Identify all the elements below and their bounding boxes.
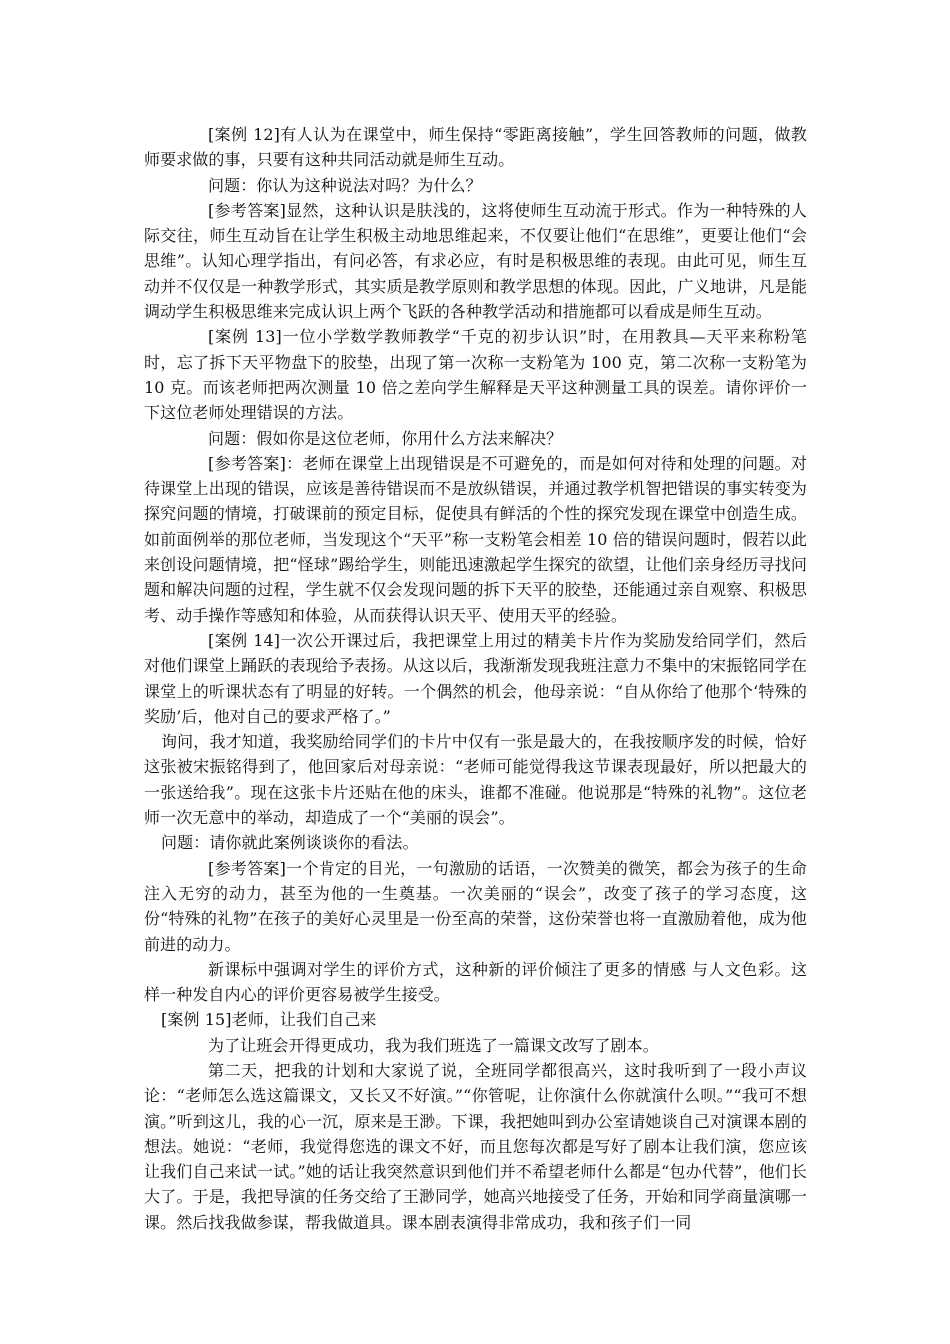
case-15-title: [案例 15]老师，让我们自己来 <box>161 1010 377 1030</box>
case-12-answer: [参考答案]显然，这种认识是肤浅的，这将使师生互动流于形式。作为一种特殊的人际交往，师生互动旨在让学生积极主动地思维起来，不仅要让他们“在思维”，更要让他们“会思维”。认知心理学指出，有问必答，有求必应，有时是积极思维的表现。由此可见，师生互动并不仅仅是一种教学形式，其实质是教学原则和教学思想的体现。因此，广义地讲，凡是能调动学生积极思维来完成认识上两个飞跃的各种教学活动和措施都可以看成是师生互动。 <box>144 200 807 322</box>
case-15-intro: 为了让班会开得更成功，我为我们班选了一篇课文改写了剧本。 <box>208 1035 659 1055</box>
case-14-paragraph: [案例 14]一次公开课过后，我把课堂上用过的精美卡片作为奖励发给同学们，然后对他们课堂上踊跃的表现给予表扬。从这以后，我渐渐发现我班注意力不集中的宋振铭同学在课堂上的听课状态有了明显的好转。一个偶然的机会，他母亲说：“自从你给了他那个‘特殊的奖励’后，他对自己的要求严格了。” <box>144 630 807 726</box>
case-13-paragraph: [案例 13]一位小学数学教师教学“千克的初步认识”时，在用教具—天平来称粉笔时，忘了拆下天平物盘下的胶垫，出现了第一次称一支粉笔为 100 克，第二次称一支粉笔为 10 克。而该老师把两次测量 10 倍之差向学生解释是天平这种测量工具的误差。请你评价一下这位老师处理错误的方法。 <box>144 327 807 423</box>
case-13-question: 问题：假如你是这位老师，你用什么方法来解决？ <box>208 428 563 448</box>
case-14-answer: [参考答案]一个肯定的目光，一句激励的话语，一次赞美的微笑，都会为孩子的生命注入无穷的动力，甚至为他的一生奠基。一次美丽的“误会”，改变了孩子的学习态度，这份“特殊的礼物”在孩子的美好心灵里是一份至高的荣誉，这份荣誉也将一直激励着他，成为他前进的动力。 <box>144 858 807 954</box>
case-15-story: 第二天，把我的计划和大家说了说，全班同学都很高兴，这时我听到了一段小声议论：“老师怎么选这篇课文，又长又不好演。”“你管呢，让你演什么你就演什么呗。”“我可不想演。”听到这儿，我的心一沉，原来是王渺。下课，我把她叫到办公室请她谈自己对演课本剧的想法。她说：“老师，我觉得您选的课文不好，而且您每次都是写好了剧本让我们演，您应该让我们自己来试一试。”她的话让我突然意识到他们并不希望老师什么都是“包办代替”，他们长大了。于是，我把导演的任务交给了王渺同学，她高兴地接受了任务，开始和同学商量演哪一课。然后找我做参谋，帮我做道具。课本剧表演得非常成功，我和孩子们一同 <box>144 1060 807 1232</box>
case-12-question: 问题：你认为这种说法对吗？为什么？ <box>208 175 482 195</box>
case-13-answer: [参考答案]：老师在课堂上出现错误是不可避免的，而是如何对待和处理的问题。对待课堂上出现的错误，应该是善待错误而不是放纵错误，并通过教学机智把错误的事实转变为探究问题的情境，打破课前的预定目标，促使具有鲜活的个性的探究发现在课堂中创造生成。如前面例举的那位老师，当发现这个“天平”称一支粉笔会相差 10 倍的错误问题时，假若以此来创设问题情境，把“怪球”踢给学生，则能迅速激起学生探究的欲望，让他们亲身经历寻找问题和解决问题的过程，学生就不仅会发现问题的拆下天平的胶垫，还能通过亲自观察、积极思考、动手操作等感知和体验，从而获得认识天平、使用天平的经验。 <box>144 453 807 625</box>
case-14-summary: 新课标中强调对学生的评价方式，这种新的评价倾注了更多的情感 与人文色彩。这样一种发自内心的评价更容易被学生接受。 <box>144 959 807 1005</box>
case-14-continuation: 询问，我才知道，我奖励给同学们的卡片中仅有一张是最大的，在我按顺序发的时候，恰好这张被宋振铭得到了，他回家后对母亲说：“老师可能觉得我这节课表现最好，所以把最大的一张送给我”。现在这张卡片还贴在他的床头，谁都不准碰。他说那是“特殊的礼物”。这位老师一次无意中的举动，却造成了一个“美丽的误会”。 <box>144 732 807 828</box>
case-12-paragraph: [案例 12]有人认为在课堂中，师生保持“零距离接触”，学生回答教师的问题，做教师要求做的事，只要有这种共同活动就是师生互动。 <box>144 125 807 170</box>
case-14-question: 问题：请你就此案例谈谈你的看法。 <box>161 833 419 853</box>
document-body <box>144 122 807 1235</box>
